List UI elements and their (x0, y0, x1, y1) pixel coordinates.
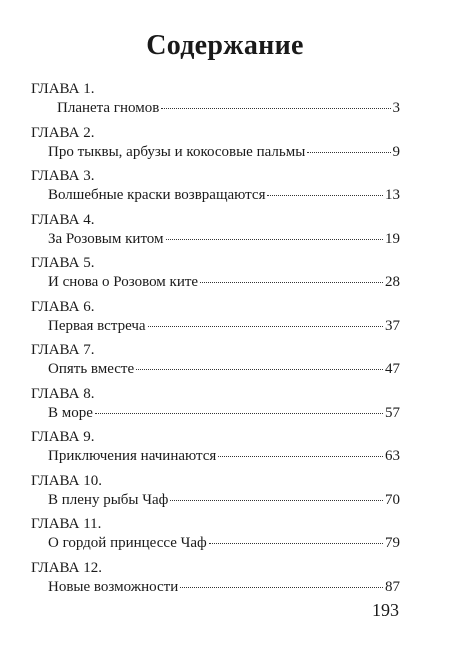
toc-entry[interactable] (48, 404, 400, 422)
dot-leader (166, 238, 383, 240)
chapter-page: 37 (385, 317, 400, 334)
chapter-label: ГЛАВА 9. (31, 429, 95, 445)
chapter-page: 28 (385, 274, 400, 290)
toc-entry[interactable] (57, 99, 400, 117)
chapter-label: ГЛАВА 8. (31, 385, 95, 402)
chapter-label: ГЛАВА 7. (31, 342, 95, 358)
toc-chapter-8 (0, 385, 450, 429)
chapter-page: 19 (385, 230, 400, 247)
chapter-label: ГЛАВА 6. (31, 298, 95, 315)
chapter-title: В плену рыбы Чаф (48, 491, 169, 508)
chapter-page: 9 (392, 143, 400, 160)
toc-entry[interactable] (48, 578, 400, 596)
chapter-title: Волшебные краски возвращаются (48, 187, 266, 203)
dot-leader (180, 586, 383, 588)
chapter-title: Планета гномов (57, 100, 160, 116)
table-of-contents (0, 80, 450, 602)
chapter-title: И снова о Розовом ките (48, 274, 199, 290)
toc-entry[interactable] (48, 230, 400, 248)
chapter-label: ГЛАВА 5. (31, 255, 95, 271)
toc-chapter-7 (0, 341, 450, 385)
toc-chapter-9 (0, 428, 450, 472)
chapter-page: 79 (385, 535, 400, 551)
chapter-page: 63 (385, 448, 400, 464)
dot-leader (136, 368, 383, 370)
page-title: Содержание (146, 30, 304, 61)
chapter-page: 87 (385, 578, 400, 595)
toc-chapter-1 (0, 80, 450, 124)
toc-entry[interactable] (48, 491, 400, 509)
toc-chapter-2 (0, 124, 450, 168)
chapter-title: Первая встреча (48, 317, 146, 334)
toc-chapter-5 (0, 254, 450, 298)
toc-entry[interactable] (48, 534, 400, 552)
chapter-label: ГЛАВА 3. (31, 168, 95, 184)
dot-leader (307, 151, 390, 153)
chapter-page: 3 (392, 100, 400, 116)
chapter-page: 47 (385, 361, 400, 377)
toc-chapter-12 (0, 559, 450, 603)
chapter-page: 57 (385, 404, 400, 421)
toc-entry[interactable] (48, 360, 400, 378)
chapter-title: О гордой принцессе Чаф (48, 535, 207, 551)
page-number: 193 (372, 600, 399, 620)
toc-entry[interactable] (48, 447, 400, 465)
toc-entry[interactable] (48, 143, 400, 161)
chapter-page: 70 (385, 491, 400, 508)
dot-leader (218, 455, 383, 457)
toc-chapter-11 (0, 515, 450, 559)
toc-entry[interactable] (48, 186, 400, 204)
toc-chapter-3 (0, 167, 450, 211)
chapter-title: За Розовым китом (48, 230, 164, 247)
chapter-label: ГЛАВА 1. (31, 81, 95, 97)
chapter-label: ГЛАВА 4. (31, 211, 95, 228)
dot-leader (170, 499, 383, 501)
chapter-label: ГЛАВА 12. (31, 559, 102, 576)
toc-entry[interactable] (48, 317, 400, 335)
dot-leader (95, 412, 383, 414)
toc-chapter-4 (0, 211, 450, 255)
chapter-label: ГЛАВА 10. (31, 472, 102, 489)
dot-leader (267, 194, 383, 196)
dot-leader (209, 542, 383, 544)
chapter-label: ГЛАВА 11. (31, 516, 102, 532)
toc-entry[interactable] (48, 273, 400, 291)
chapter-title: Приключения начинаются (48, 448, 217, 464)
chapter-title: Новые возможности (48, 578, 179, 595)
chapter-title: Опять вместе (48, 361, 135, 377)
dot-leader (200, 281, 383, 283)
chapter-label: ГЛАВА 2. (31, 124, 95, 141)
toc-chapter-6 (0, 298, 450, 342)
chapter-title: Про тыквы, арбузы и кокосовые пальмы (48, 143, 306, 160)
dot-leader (148, 325, 383, 327)
chapter-page: 13 (385, 187, 400, 203)
dot-leader (161, 107, 390, 109)
chapter-title: В море (48, 404, 93, 421)
toc-chapter-10 (0, 472, 450, 516)
